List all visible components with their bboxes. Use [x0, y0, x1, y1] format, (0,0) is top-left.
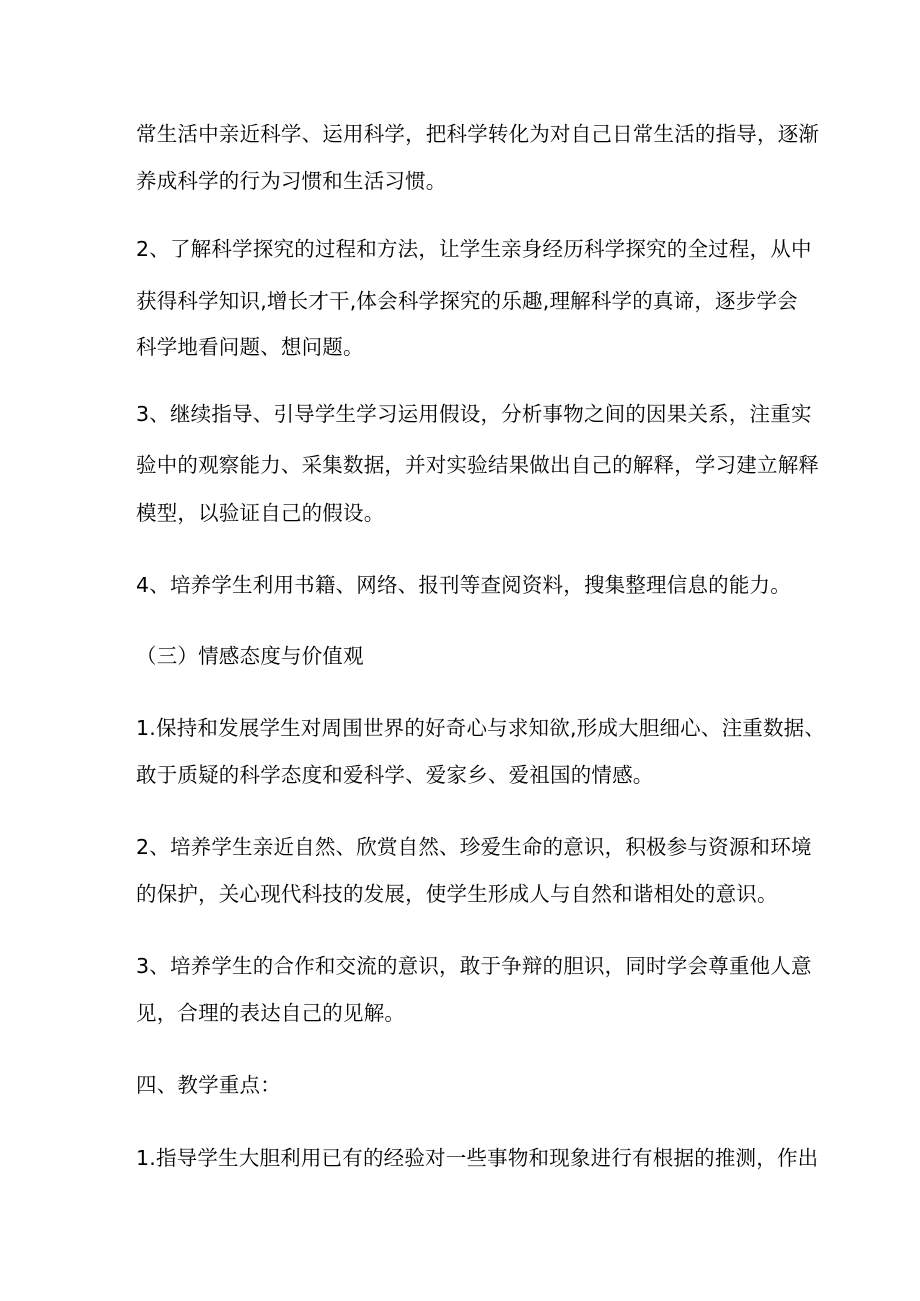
paragraph-line: 验中的观察能力、采集数据，并对实验结果做出自己的解释，学习建立解释 — [136, 453, 820, 477]
paragraph-line: 4、培养学生利用书籍、网络、报刊等查阅资料，搜集整理信息的能力。 — [136, 573, 791, 597]
paragraph-line: 3、继续指导、引导学生学习运用假设，分析事物之间的因果关系，注重实 — [136, 402, 812, 426]
paragraph-line: 1.指导学生大胆利用已有的经验对一些事物和现象进行有根据的推测，作出 — [136, 1146, 819, 1170]
paragraph-line: 常生活中亲近科学、运用科学，把科学转化为对自己日常生活的指导，逐渐 — [136, 122, 820, 146]
paragraph-line: 模型，以验证自己的假设。 — [136, 501, 385, 525]
paragraph-line: 敢于质疑的科学态度和爱科学、爱家乡、爱祖国的情感。 — [136, 763, 654, 787]
paragraph-line: 获得科学知识,增长才干,体会科学探究的乐趣,理解科学的真谛，逐步学会 — [136, 289, 798, 313]
paragraph-line: 科学地看问题、想问题。 — [136, 335, 364, 359]
section-heading: （三）情感态度与价值观 — [136, 644, 364, 668]
section-heading: 四、教学重点： — [136, 1073, 281, 1097]
paragraph-line: 养成科学的行为习惯和生活习惯。 — [136, 169, 447, 193]
paragraph-line: 2、培养学生亲近自然、欣赏自然、珍爱生命的意识，积极参与资源和环境 — [136, 835, 812, 859]
paragraph-line: 见，合理的表达自己的见解。 — [136, 1001, 406, 1025]
paragraph-line: 2、了解科学探究的过程和方法，让学生亲身经历科学探究的全过程，从中 — [136, 237, 812, 261]
paragraph-line: 的保护，关心现代科技的发展，使学生形成人与自然和谐相处的意识。 — [136, 882, 778, 906]
paragraph-line: 3、培养学生的合作和交流的意识，敢于争辩的胆识，同时学会尊重他人意 — [136, 954, 812, 978]
paragraph-line: 1.保持和发展学生对周围世界的好奇心与求知欲,形成大胆细心、注重数据、 — [136, 716, 826, 740]
